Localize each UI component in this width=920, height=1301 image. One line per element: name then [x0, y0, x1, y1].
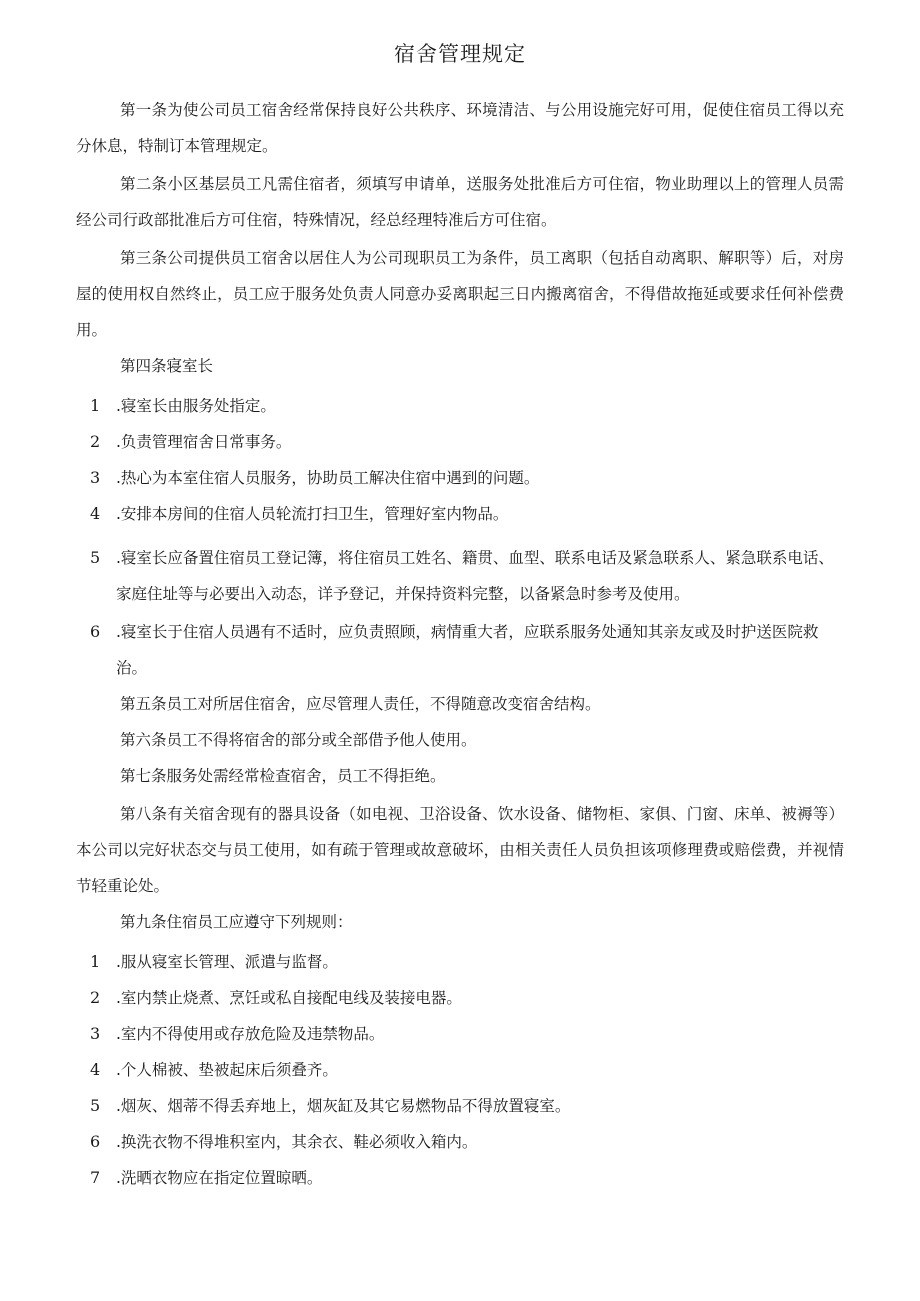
list-item-number: 5 [90, 548, 101, 567]
list-item-text: .安排本房间的住宿人员轮流打扫卫生，管理好室内物品。 [116, 505, 509, 523]
list-item-text: .寝室长由服务处指定。 [116, 397, 276, 415]
article-7: 第七条服务处需经常检查宿舍，员工不得拒绝。 [120, 767, 446, 785]
list-item-number: 2 [90, 432, 101, 451]
list-item-number: 6 [90, 622, 101, 641]
list-item-text: .寝室长应备置住宿员工登记簿，将住宿员工姓名、籍贯、血型、联系电话及紧急联系人、紧急联系电话、家庭住址等与必要出入动态，详予登记，并保持资料完整，以备紧急时参考及使用。 [116, 549, 834, 603]
list-item-text: .换洗衣物不得堆积室内，其余衣、鞋必须收入箱内。 [116, 1133, 478, 1151]
list-item [90, 980, 840, 1016]
list-item-number: 3 [90, 468, 101, 487]
list-item [90, 944, 840, 980]
list-item-number: 5 [90, 1096, 101, 1115]
list-item [90, 1160, 840, 1196]
list-item-text: .洗晒衣物应在指定位置晾晒。 [116, 1169, 323, 1187]
list-item [90, 1124, 840, 1160]
list-item-number: 4 [90, 504, 101, 523]
list-item-text: .寝室长于住宿人员遇有不适时，应负责照顾，病情重大者，应联系服务处通知其亲友或及时护送医院救治。 [116, 623, 819, 677]
list-item [90, 1052, 840, 1088]
list-item-text: .室内禁止烧煮、烹饪或私自接配电线及装接电器。 [116, 989, 462, 1007]
list-item-text: .室内不得使用或存放危险及违禁物品。 [116, 1025, 385, 1043]
list-item [90, 388, 840, 424]
article-5: 第五条员工对所居住宿舍，应尽管理人责任，不得随意改变宿舍结构。 [120, 695, 601, 713]
list-item-text: .负责管理宿舍日常事务。 [116, 433, 292, 451]
list-item [90, 460, 840, 496]
list-item-text: .服从寝室长管理、派遣与监督。 [116, 953, 338, 971]
article-9-heading: 第九条住宿员工应遵守下列规则： [120, 913, 353, 931]
list-item-number: 4 [90, 1060, 101, 1079]
list-item [90, 496, 840, 532]
list-item [90, 1016, 840, 1052]
list-item [90, 614, 840, 686]
list-item-number: 3 [90, 1024, 101, 1043]
page-title: 宿舍管理规定 [394, 42, 526, 66]
article-1: 第一条为使公司员工宿舍经常保持良好公共秩序、环境清洁、与公用设施完好可用，促使住宿员工得以充分休息，特制订本管理规定。 [76, 101, 844, 155]
list-item-number: 2 [90, 988, 101, 1007]
article-2: 第二条小区基层员工凡需住宿者，须填写申请单，送服务处批准后方可住宿，物业助理以上的管理人员需经公司行政部批准后方可住宿，特殊情况，经总经理特准后方可住宿。 [76, 175, 844, 229]
article-4-heading: 第四条寝室长 [120, 357, 214, 375]
list-item [90, 424, 840, 460]
list-item-text: .烟灰、烟蒂不得丢弃地上，烟灰缸及其它易燃物品不得放置寝室。 [116, 1097, 571, 1115]
list-item-number: 1 [90, 396, 101, 415]
list-item-text: .热心为本室住宿人员服务，协助员工解决住宿中遇到的问题。 [116, 469, 540, 487]
list-item [90, 540, 840, 612]
article-6: 第六条员工不得将宿舍的部分或全部借予他人使用。 [120, 731, 477, 749]
list-item-number: 1 [90, 952, 101, 971]
list-item-number: 6 [90, 1132, 101, 1151]
list-item [90, 1088, 840, 1124]
list-item-text: .个人棉被、垫被起床后须叠齐。 [116, 1061, 338, 1079]
article-8: 第八条有关宿舍现有的器具设备（如电视、卫浴设备、饮水设备、储物柜、家俱、门窗、床单、被褥等）本公司以完好状态交与员工使用，如有疏于管理或故意破坏，由相关责任人员负担该项修理费或赔偿费，并视情节轻重论处。 [76, 805, 844, 895]
list-item-number: 7 [90, 1168, 101, 1187]
article-3: 第三条公司提供员工宿舍以居住人为公司现职员工为条件，员工离职（包括自动离职、解职等）后，对房屋的使用权自然终止，员工应于服务处负责人同意办妥离职起三日内搬离宿舍，不得借故拖延或要求任何补偿费用。 [76, 249, 844, 339]
